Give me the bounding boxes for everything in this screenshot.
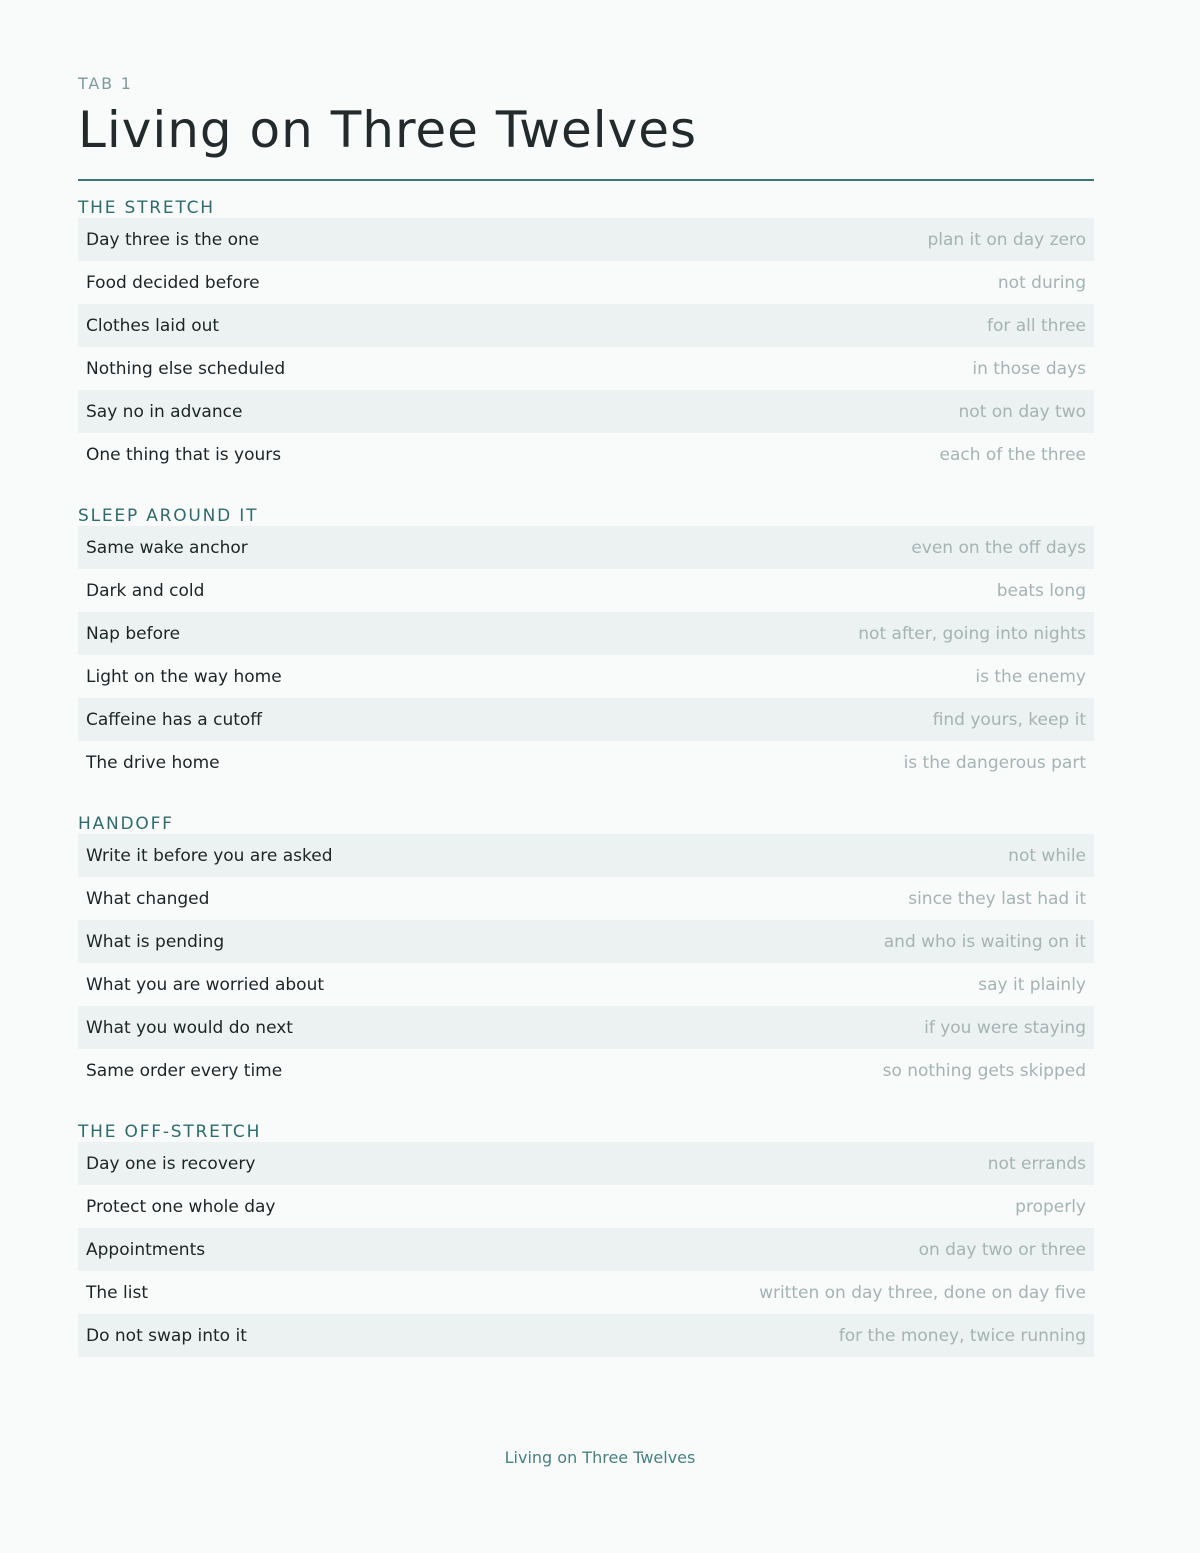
row-value: not after, going into nights — [858, 623, 1086, 644]
section-rows — [78, 526, 1094, 784]
row-label: What changed — [86, 888, 210, 909]
section-heading: SLEEP AROUND IT — [78, 506, 259, 526]
row-value: beats long — [996, 580, 1086, 601]
row-label: Write it before you are asked — [86, 845, 333, 866]
row-label: Nothing else scheduled — [86, 358, 286, 379]
list-item — [78, 304, 1094, 347]
row-label: Day one is recovery — [86, 1153, 256, 1174]
section-heading: HANDOFF — [78, 814, 174, 834]
list-item — [78, 218, 1094, 261]
row-value: if you were staying — [924, 1017, 1086, 1038]
row-label: Do not swap into it — [86, 1325, 247, 1346]
row-value: not during — [997, 272, 1086, 293]
list-item — [78, 390, 1094, 433]
row-label: Same wake anchor — [86, 537, 248, 558]
row-value: so nothing gets skipped — [882, 1060, 1086, 1081]
list-item — [78, 698, 1094, 741]
section-handoff — [78, 815, 1094, 1092]
row-label: Protect one whole day — [86, 1196, 276, 1217]
list-item — [78, 1228, 1094, 1271]
section-sleep-around-it — [78, 507, 1094, 784]
row-value: not errands — [987, 1153, 1086, 1174]
list-item — [78, 569, 1094, 612]
row-value: since they last had it — [908, 888, 1086, 909]
row-label: Caffeine has a cutoff — [86, 709, 262, 730]
row-label: Day three is the one — [86, 229, 260, 250]
list-item — [78, 261, 1094, 304]
page-title: Living on Three Twelves — [78, 101, 698, 159]
row-value: not on day two — [958, 401, 1086, 422]
list-item — [78, 526, 1094, 569]
row-label: What you are worried about — [86, 974, 325, 995]
list-item — [78, 834, 1094, 877]
list-item — [78, 920, 1094, 963]
list-item — [78, 347, 1094, 390]
list-item — [78, 1006, 1094, 1049]
list-item — [78, 1271, 1094, 1314]
row-value: in those days — [972, 358, 1086, 379]
row-value: each of the three — [939, 444, 1086, 465]
row-value: written on day three, done on day five — [759, 1282, 1086, 1303]
row-label: Clothes laid out — [86, 315, 220, 336]
row-value: on day two or three — [918, 1239, 1086, 1260]
section-heading: THE STRETCH — [78, 198, 215, 218]
row-label: Light on the way home — [86, 666, 282, 687]
list-item — [78, 1142, 1094, 1185]
list-item — [78, 741, 1094, 784]
list-item — [78, 1049, 1094, 1092]
row-label: Dark and cold — [86, 580, 205, 601]
row-value: say it plainly — [978, 974, 1086, 995]
list-item — [78, 1185, 1094, 1228]
section-the-off-stretch — [78, 1123, 1094, 1357]
row-value: even on the off days — [911, 537, 1086, 558]
list-item — [78, 1314, 1094, 1357]
row-label: Same order every time — [86, 1060, 283, 1081]
row-value: find yours, keep it — [932, 709, 1086, 730]
row-value: not while — [1008, 845, 1086, 866]
row-label: Say no in advance — [86, 401, 243, 422]
page-footer: Living on Three Twelves — [504, 1448, 696, 1467]
row-value: for all three — [986, 315, 1086, 336]
row-value: plan it on day zero — [927, 229, 1086, 250]
row-label: Food decided before — [86, 272, 260, 293]
row-value: and who is waiting on it — [883, 931, 1086, 952]
section-rows — [78, 218, 1094, 476]
row-label: What is pending — [86, 931, 225, 952]
row-label: The drive home — [86, 752, 220, 773]
row-label: The list — [86, 1282, 148, 1303]
row-value: is the dangerous part — [903, 752, 1086, 773]
title-divider — [78, 179, 1094, 181]
row-label: Appointments — [86, 1239, 206, 1260]
sections-container — [78, 199, 1094, 1388]
section-rows — [78, 834, 1094, 1092]
row-label: What you would do next — [86, 1017, 293, 1038]
section-the-stretch — [78, 199, 1094, 476]
row-value: for the money, twice running — [838, 1325, 1086, 1346]
section-rows — [78, 1142, 1094, 1357]
list-item — [78, 655, 1094, 698]
list-item — [78, 963, 1094, 1006]
tab-label: TAB 1 — [78, 74, 133, 93]
section-heading: THE OFF-STRETCH — [78, 1122, 262, 1142]
row-label: Nap before — [86, 623, 181, 644]
list-item — [78, 877, 1094, 920]
row-label: One thing that is yours — [86, 444, 282, 465]
list-item — [78, 612, 1094, 655]
row-value: is the enemy — [975, 666, 1086, 687]
row-value: properly — [1015, 1196, 1086, 1217]
list-item — [78, 433, 1094, 476]
